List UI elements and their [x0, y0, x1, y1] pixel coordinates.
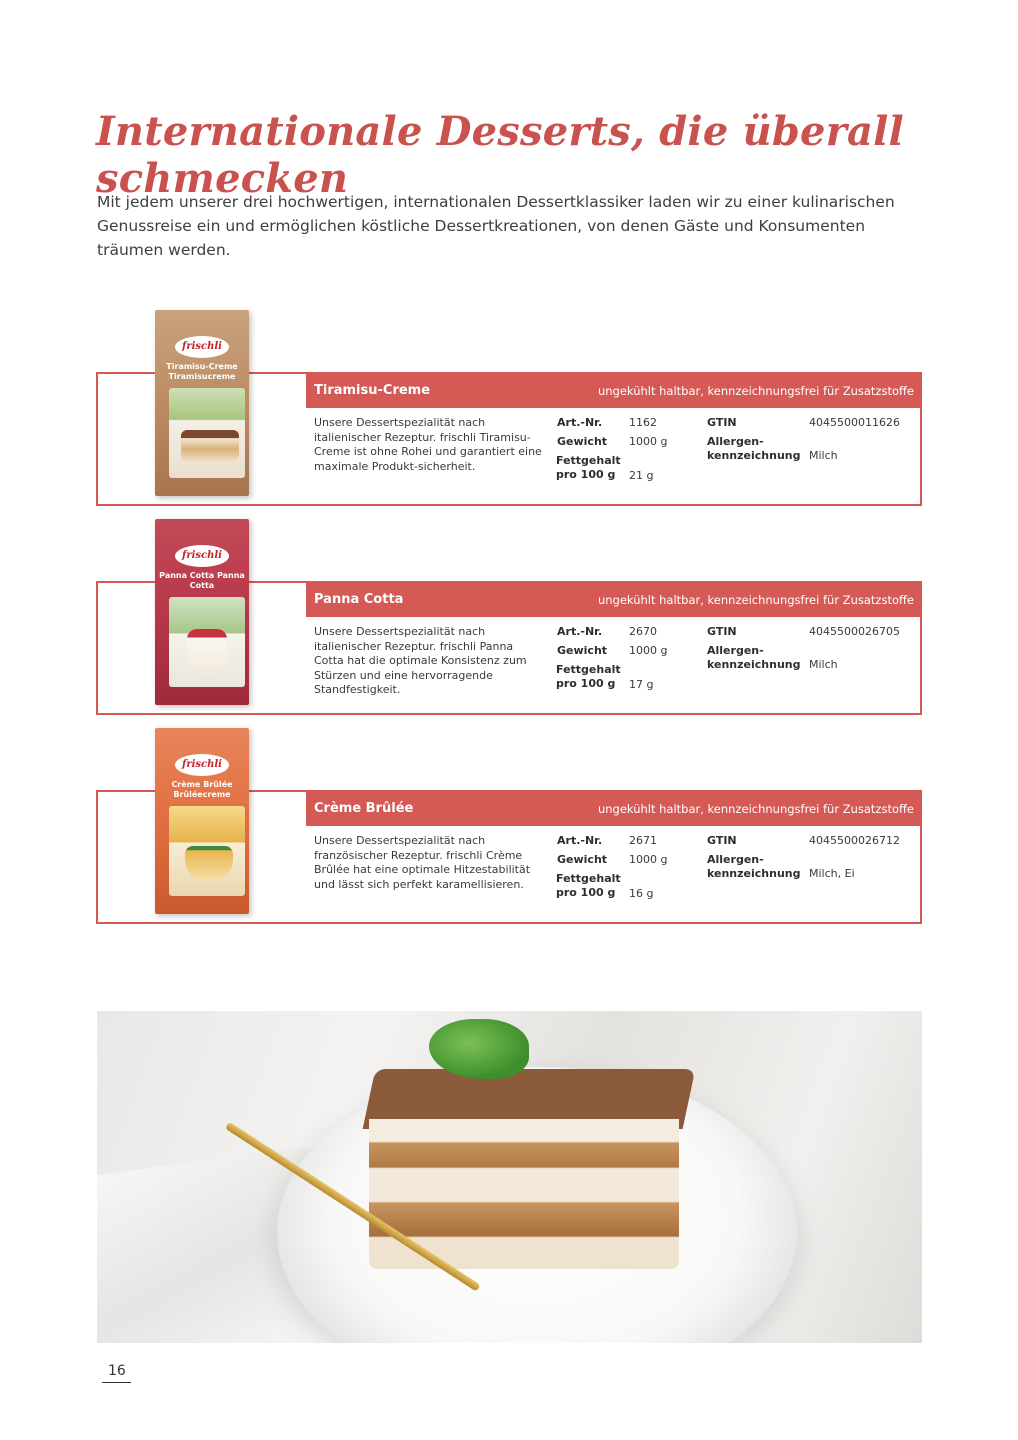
product-info-creme-brulee: [306, 832, 922, 922]
product-description: Unsere Dessertspezialität nach italienischer Rezeptur. frischli Panna Cotta hat die optimale Konsistenz zum Stürzen und eine hervorragende Standfestigkeit.: [314, 625, 527, 696]
page-number: 16: [108, 1363, 126, 1379]
tiramisu-slice: [369, 1069, 689, 1269]
product-title: Crème Brûlée: [314, 801, 414, 816]
allergen-label: Allergen-kennzeichnung: [707, 644, 801, 671]
intro-text: Mit jedem unserer drei hochwertigen, internationalen Dessertklassiker laden wir zu einer kulinarischen Genussreise ein und ermöglichen köstliche Dessertkreationen, von denen Gäste und Konsumenten träumen werden.: [97, 193, 895, 259]
product-header-creme-brulee: [306, 792, 922, 826]
allergen-value: Milch: [809, 658, 838, 671]
product-description: Unsere Dessertspezialität nach französischer Rezeptur. frischli Crème Brûlée hat eine optimale Hitzestabilität und lässt sich perfekt karamellisieren.: [314, 834, 531, 891]
pack-label: Panna Cotta Panna Cotta: [159, 571, 245, 590]
dessert-illustration: [187, 629, 227, 675]
brand-logo: frischli: [175, 545, 229, 567]
art-value: 1162: [629, 416, 657, 429]
art-label: Art.-Nr.: [557, 625, 603, 638]
weight-value: 1000 g: [629, 853, 668, 866]
product-pack-image-creme-brulee: [155, 728, 249, 914]
gtin-label: GTIN: [707, 834, 737, 847]
product-title: Panna Cotta: [314, 592, 404, 607]
product-info-panna-cotta: [306, 623, 922, 713]
fat-value: 21 g: [629, 469, 654, 482]
allergen-value: Milch: [809, 449, 838, 462]
page-number-underline: [102, 1382, 131, 1383]
allergen-value: Milch, Ei: [809, 867, 855, 880]
brand-logo: frischli: [175, 336, 229, 358]
tiramisu-photo: [97, 1011, 922, 1343]
art-label: Art.-Nr.: [557, 834, 603, 847]
product-header-tiramisu: [306, 374, 922, 408]
product-info-tiramisu: [306, 414, 922, 504]
art-value: 2671: [629, 834, 657, 847]
gtin-label: GTIN: [707, 625, 737, 638]
allergen-label: Allergen-kennzeichnung: [707, 435, 801, 462]
fat-value: 16 g: [629, 887, 654, 900]
product-note: ungekühlt haltbar, kennzeichnungsfrei für Zusatzstoffe: [597, 593, 914, 607]
fat-label: Fettgehalt pro 100 g: [556, 872, 621, 899]
fat-value: 17 g: [629, 678, 654, 691]
art-label: Art.-Nr.: [557, 416, 603, 429]
weight-label: Gewicht: [557, 853, 608, 866]
product-note: ungekühlt haltbar, kennzeichnungsfrei für Zusatzstoffe: [597, 802, 914, 816]
product-pack-image-tiramisu: [155, 310, 249, 496]
weight-value: 1000 g: [629, 435, 668, 448]
weight-label: Gewicht: [557, 435, 608, 448]
product-pack-image-panna-cotta: [155, 519, 249, 705]
product-header-panna-cotta: [306, 583, 922, 617]
product-title: Tiramisu-Creme: [314, 383, 431, 398]
product-description: Unsere Dessertspezialität nach italienischer Rezeptur. frischli Tiramisu-Creme ist ohne Rohei und garantiert eine maximale Produkt-sicherheit.: [314, 416, 542, 473]
pack-label: Tiramisu-Creme Tiramisucreme: [166, 362, 238, 381]
fat-label: Fettgehalt pro 100 g: [556, 663, 621, 690]
page-title: Internationale Desserts, die überall schmecken: [96, 108, 904, 202]
gtin-label: GTIN: [707, 416, 737, 429]
dessert-illustration: [181, 430, 239, 462]
gtin-value: 4045500026705: [809, 625, 900, 638]
allergen-label: Allergen-kennzeichnung: [707, 853, 801, 880]
gtin-value: 4045500011626: [809, 416, 900, 429]
brand-logo: frischli: [175, 754, 229, 776]
product-note: ungekühlt haltbar, kennzeichnungsfrei für Zusatzstoffe: [597, 384, 914, 398]
fat-label: Fettgehalt pro 100 g: [556, 454, 621, 481]
weight-value: 1000 g: [629, 644, 668, 657]
art-value: 2670: [629, 625, 657, 638]
dessert-illustration: [185, 846, 233, 880]
weight-label: Gewicht: [557, 644, 608, 657]
pack-label: Crème Brûlée Brûléecreme: [171, 780, 233, 799]
gtin-value: 4045500026712: [809, 834, 900, 847]
